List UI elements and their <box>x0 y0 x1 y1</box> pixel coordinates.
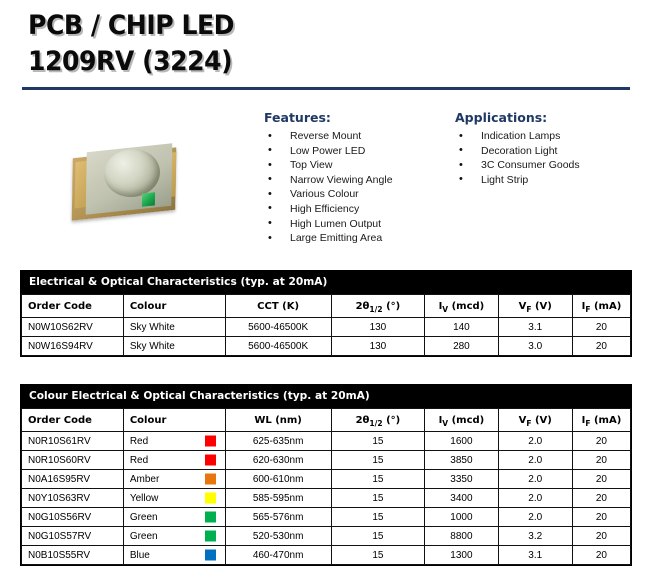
cell-iv: 1600 <box>425 432 498 451</box>
table-caption: Colour Electrical & Optical Characteristics (typ. at 20mA) <box>21 385 631 408</box>
cell-if: 20 <box>572 337 630 356</box>
cell-angle: 15 <box>331 470 425 489</box>
column-header-luminous-intensity: $I_V$ (mcd) <box>425 295 498 318</box>
title-line-2: 1209RV (3224) <box>28 46 233 77</box>
table-row <box>22 470 631 489</box>
table-row <box>22 527 631 546</box>
column-header-luminous-intensity: $I_V$ (mcd) <box>425 409 498 432</box>
cell-colour: Red <box>123 432 225 451</box>
table-header-row <box>22 409 631 432</box>
column-header-cct: CCT (K) <box>225 295 331 318</box>
cell-iv: 1000 <box>425 508 498 527</box>
list-item: • Large Emitting Area <box>264 231 454 246</box>
cell-vf: 2.0 <box>498 470 572 489</box>
applications-section <box>455 110 645 187</box>
electrical-characteristics-table <box>20 270 632 357</box>
list-item: • Indication Lamps <box>455 129 645 144</box>
column-header-wavelength: WL (nm) <box>225 409 331 432</box>
cell-if: 20 <box>572 470 630 489</box>
led-package-illustration <box>64 131 186 229</box>
list-item: • Various Colour <box>264 187 454 202</box>
cell-vf: 2.0 <box>498 451 572 470</box>
led-emitter-chip <box>142 192 155 206</box>
list-item: • High Efficiency <box>264 202 454 217</box>
cell-wavelength: 625-635nm <box>225 432 331 451</box>
cell-order-code: N0B10S55RV <box>22 546 124 565</box>
cell-angle: 130 <box>331 318 425 337</box>
title-line-1: PCB / CHIP LED <box>28 10 235 41</box>
cell-wavelength: 585-595nm <box>225 489 331 508</box>
cell-iv: 140 <box>425 318 498 337</box>
column-header-forward-current: $I_F$ (mA) <box>572 409 630 432</box>
applications-heading: Applications: <box>455 110 548 125</box>
table-row <box>22 451 631 470</box>
cell-angle: 15 <box>331 527 425 546</box>
product-photo <box>64 131 186 229</box>
list-item: • Narrow Viewing Angle <box>264 173 454 188</box>
cell-colour: Sky White <box>123 318 225 337</box>
list-item: • High Lumen Output <box>264 217 454 232</box>
table-row <box>22 489 631 508</box>
colour-characteristics-table <box>20 384 632 566</box>
cell-order-code: N0R10S60RV <box>22 451 124 470</box>
features-list <box>264 129 454 246</box>
cell-angle: 15 <box>331 546 425 565</box>
table-row <box>22 546 631 565</box>
column-header-viewing-angle: $2\theta_{1/2}$ (°) <box>331 409 425 432</box>
colour-table-grid <box>21 408 631 565</box>
cell-wavelength: 520-530nm <box>225 527 331 546</box>
cell-colour: Sky White <box>123 337 225 356</box>
cell-angle: 15 <box>331 451 425 470</box>
cell-order-code: N0G10S57RV <box>22 527 124 546</box>
cell-iv: 1300 <box>425 546 498 565</box>
colour-swatch <box>205 531 216 542</box>
cell-angle: 15 <box>331 508 425 527</box>
column-header-colour: Colour <box>123 409 225 432</box>
colour-swatch <box>205 455 216 466</box>
cell-vf: 3.1 <box>498 318 572 337</box>
cell-vf: 3.2 <box>498 527 572 546</box>
cell-iv: 3350 <box>425 470 498 489</box>
cell-if: 20 <box>572 318 630 337</box>
cell-vf: 3.1 <box>498 546 572 565</box>
colour-swatch <box>205 474 216 485</box>
cell-iv: 280 <box>425 337 498 356</box>
cell-cct: 5600-46500K <box>225 318 331 337</box>
cell-order-code: N0W16S94RV <box>22 337 124 356</box>
cell-iv: 8800 <box>425 527 498 546</box>
cell-if: 20 <box>572 432 630 451</box>
electrical-table-grid <box>21 294 631 356</box>
title-divider <box>22 87 630 90</box>
page-title <box>28 8 628 80</box>
column-header-viewing-angle: $2\theta_{1/2}$ (°) <box>331 295 425 318</box>
colour-swatch <box>205 550 216 561</box>
list-item: • Top View <box>264 158 454 173</box>
cell-cct: 5600-46500K <box>225 337 331 356</box>
cell-order-code: N0R10S61RV <box>22 432 124 451</box>
cell-order-code: N0W10S62RV <box>22 318 124 337</box>
applications-list <box>455 129 645 187</box>
cell-order-code: N0A16S95RV <box>22 470 124 489</box>
list-item: • Reverse Mount <box>264 129 454 144</box>
cell-vf: 2.0 <box>498 508 572 527</box>
cell-wavelength: 600-610nm <box>225 470 331 489</box>
colour-swatch <box>205 436 216 447</box>
cell-if: 20 <box>572 546 630 565</box>
cell-angle: 130 <box>331 337 425 356</box>
column-header-order-code: Order Code <box>22 295 124 318</box>
cell-vf: 3.0 <box>498 337 572 356</box>
table-caption: Electrical & Optical Characteristics (typ. at 20mA) <box>21 271 631 294</box>
cell-vf: 2.0 <box>498 489 572 508</box>
cell-wavelength: 460-470nm <box>225 546 331 565</box>
cell-if: 20 <box>572 451 630 470</box>
list-item: • Decoration Light <box>455 144 645 159</box>
column-header-forward-voltage: $V_F$ (V) <box>498 295 572 318</box>
cell-if: 20 <box>572 527 630 546</box>
cell-colour: Amber <box>123 470 225 489</box>
column-header-order-code: Order Code <box>22 409 124 432</box>
cell-order-code: N0G10S56RV <box>22 508 124 527</box>
cell-colour: Red <box>123 451 225 470</box>
cell-wavelength: 620-630nm <box>225 451 331 470</box>
colour-swatch <box>205 512 216 523</box>
column-header-forward-current: $I_F$ (mA) <box>572 295 630 318</box>
cell-colour: Yellow <box>123 489 225 508</box>
cell-if: 20 <box>572 489 630 508</box>
features-heading: Features: <box>264 110 331 125</box>
features-section <box>264 110 454 246</box>
cell-iv: 3850 <box>425 451 498 470</box>
table-row <box>22 432 631 451</box>
table-row <box>22 337 631 356</box>
cell-vf: 2.0 <box>498 432 572 451</box>
list-item: • Low Power LED <box>264 144 454 159</box>
cell-angle: 15 <box>331 432 425 451</box>
list-item: • 3C Consumer Goods <box>455 158 645 173</box>
cell-colour: Blue <box>123 546 225 565</box>
cell-colour: Green <box>123 527 225 546</box>
cell-colour: Green <box>123 508 225 527</box>
column-header-colour: Colour <box>123 295 225 318</box>
list-item: • Light Strip <box>455 173 645 188</box>
column-header-forward-voltage: $V_F$ (V) <box>498 409 572 432</box>
cell-order-code: N0Y10S63RV <box>22 489 124 508</box>
table-row <box>22 318 631 337</box>
cell-if: 20 <box>572 508 630 527</box>
cell-angle: 15 <box>331 489 425 508</box>
cell-iv: 3400 <box>425 489 498 508</box>
table-row <box>22 508 631 527</box>
table-header-row <box>22 295 631 318</box>
cell-wavelength: 565-576nm <box>225 508 331 527</box>
colour-swatch <box>205 493 216 504</box>
